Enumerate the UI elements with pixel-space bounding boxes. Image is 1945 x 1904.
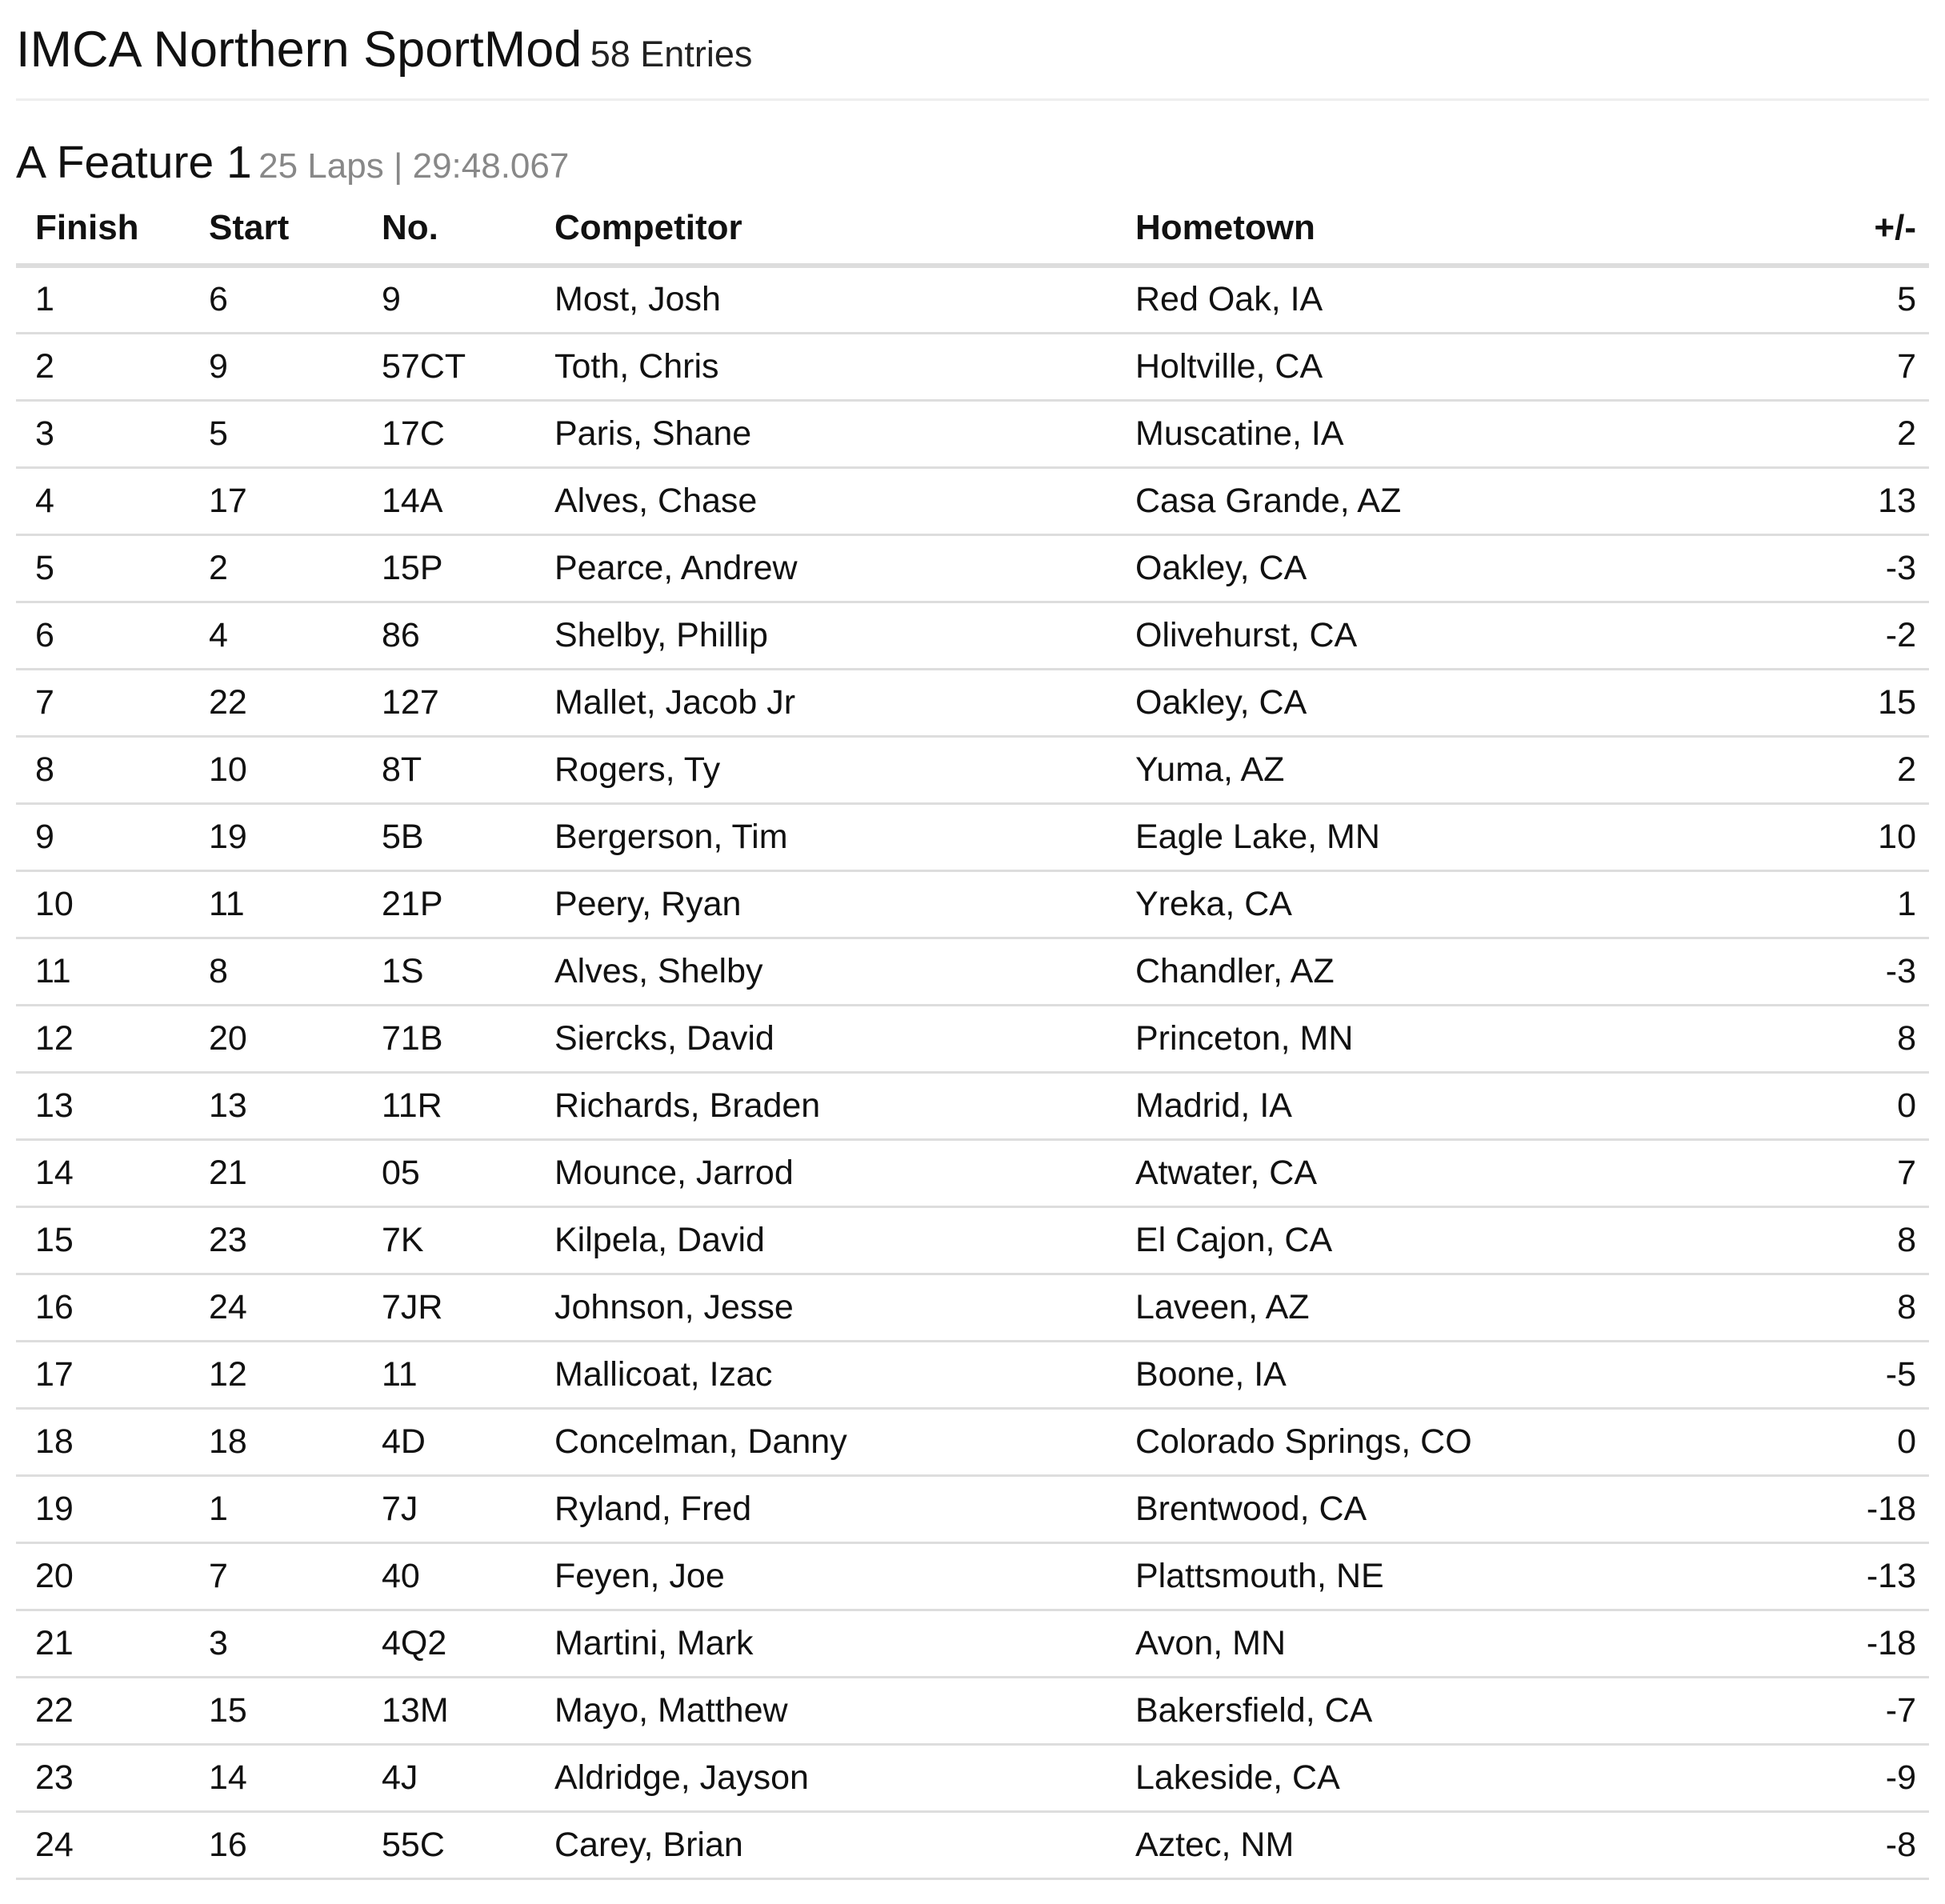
cell-finish: 24 bbox=[16, 1811, 190, 1878]
cell-start: 23 bbox=[190, 1206, 362, 1274]
cell-finish: 1 bbox=[16, 266, 190, 333]
cell-start: 1 bbox=[190, 1475, 362, 1542]
cell-start: 14 bbox=[190, 1744, 362, 1811]
cell-competitor: Toth, Chris bbox=[535, 333, 1116, 400]
cell-number: 57CT bbox=[362, 333, 535, 400]
cell-competitor: Mayo, Matthew bbox=[535, 1677, 1116, 1744]
table-row bbox=[16, 467, 1929, 534]
cell-diff: -9 bbox=[1676, 1744, 1929, 1811]
table-header-row bbox=[16, 192, 1929, 266]
table-row bbox=[16, 1744, 1929, 1811]
cell-diff: 0 bbox=[1676, 1408, 1929, 1475]
class-header bbox=[16, 0, 1929, 101]
table-row bbox=[16, 803, 1929, 870]
cell-start: 2 bbox=[190, 534, 362, 602]
cell-start: 16 bbox=[190, 1811, 362, 1878]
cell-finish: 12 bbox=[16, 1005, 190, 1072]
cell-diff: 8 bbox=[1676, 1274, 1929, 1341]
cell-finish: 14 bbox=[16, 1139, 190, 1206]
cell-competitor: Feyen, Joe bbox=[535, 1542, 1116, 1610]
class-title: IMCA Northern SportMod bbox=[16, 22, 582, 78]
cell-diff: -7 bbox=[1676, 1677, 1929, 1744]
cell-start: 19 bbox=[190, 803, 362, 870]
cell-hometown: Bakersfield, CA bbox=[1116, 1677, 1676, 1744]
cell-number: 17C bbox=[362, 400, 535, 467]
cell-start: 18 bbox=[190, 1408, 362, 1475]
cell-finish: 15 bbox=[16, 1206, 190, 1274]
table-row bbox=[16, 669, 1929, 736]
cell-number: 7JR bbox=[362, 1274, 535, 1341]
table-row bbox=[16, 1005, 1929, 1072]
cell-start: 13 bbox=[190, 1072, 362, 1139]
cell-hometown: Madrid, IA bbox=[1116, 1072, 1676, 1139]
cell-finish: 20 bbox=[16, 1542, 190, 1610]
cell-competitor: Kilpela, David bbox=[535, 1206, 1116, 1274]
cell-start: 3 bbox=[190, 1610, 362, 1677]
cell-number: 8T bbox=[362, 736, 535, 803]
cell-number: 11 bbox=[362, 1341, 535, 1408]
table-row bbox=[16, 736, 1929, 803]
cell-diff: 7 bbox=[1676, 333, 1929, 400]
cell-diff: 1 bbox=[1676, 870, 1929, 938]
cell-competitor: Mallicoat, Izac bbox=[535, 1341, 1116, 1408]
table-row bbox=[16, 1072, 1929, 1139]
cell-diff: 8 bbox=[1676, 1206, 1929, 1274]
cell-diff: 10 bbox=[1676, 803, 1929, 870]
cell-hometown: Chandler, AZ bbox=[1116, 938, 1676, 1005]
cell-start: 20 bbox=[190, 1005, 362, 1072]
cell-number: 7J bbox=[362, 1475, 535, 1542]
cell-finish: 11 bbox=[16, 938, 190, 1005]
cell-hometown: Olivehurst, CA bbox=[1116, 602, 1676, 669]
cell-hometown: Red Oak, IA bbox=[1116, 266, 1676, 333]
table-row bbox=[16, 938, 1929, 1005]
table-row bbox=[16, 1341, 1929, 1408]
cell-diff: 8 bbox=[1676, 1005, 1929, 1072]
cell-hometown: Plattsmouth, NE bbox=[1116, 1542, 1676, 1610]
cell-diff: -18 bbox=[1676, 1610, 1929, 1677]
table-row bbox=[16, 1408, 1929, 1475]
cell-finish: 13 bbox=[16, 1072, 190, 1139]
header-number: No. bbox=[362, 192, 535, 266]
table-row bbox=[16, 1274, 1929, 1341]
cell-start: 7 bbox=[190, 1542, 362, 1610]
cell-number: 21P bbox=[362, 870, 535, 938]
cell-finish: 23 bbox=[16, 1744, 190, 1811]
cell-hometown: Oakley, CA bbox=[1116, 534, 1676, 602]
cell-number: 4D bbox=[362, 1408, 535, 1475]
cell-start: 5 bbox=[190, 400, 362, 467]
cell-competitor: Siercks, David bbox=[535, 1005, 1116, 1072]
cell-hometown: Oakley, CA bbox=[1116, 669, 1676, 736]
cell-competitor: Peery, Ryan bbox=[535, 870, 1116, 938]
table-row bbox=[16, 1206, 1929, 1274]
cell-diff: 0 bbox=[1676, 1072, 1929, 1139]
table-row bbox=[16, 400, 1929, 467]
cell-finish: 5 bbox=[16, 534, 190, 602]
cell-hometown: Casa Grande, AZ bbox=[1116, 467, 1676, 534]
cell-finish: 21 bbox=[16, 1610, 190, 1677]
cell-start: 9 bbox=[190, 333, 362, 400]
cell-diff: -5 bbox=[1676, 1341, 1929, 1408]
cell-competitor: Carey, Brian bbox=[535, 1811, 1116, 1878]
results-body bbox=[16, 266, 1929, 1878]
cell-diff: -2 bbox=[1676, 602, 1929, 669]
cell-finish: 8 bbox=[16, 736, 190, 803]
cell-finish: 16 bbox=[16, 1274, 190, 1341]
cell-competitor: Concelman, Danny bbox=[535, 1408, 1116, 1475]
cell-finish: 22 bbox=[16, 1677, 190, 1744]
cell-number: 86 bbox=[362, 602, 535, 669]
cell-competitor: Ryland, Fred bbox=[535, 1475, 1116, 1542]
results-page bbox=[16, 0, 1929, 1880]
cell-diff: 2 bbox=[1676, 400, 1929, 467]
cell-diff: 15 bbox=[1676, 669, 1929, 736]
cell-competitor: Alves, Chase bbox=[535, 467, 1116, 534]
table-row bbox=[16, 1139, 1929, 1206]
cell-number: 127 bbox=[362, 669, 535, 736]
cell-hometown: Lakeside, CA bbox=[1116, 1744, 1676, 1811]
cell-competitor: Paris, Shane bbox=[535, 400, 1116, 467]
cell-number: 7K bbox=[362, 1206, 535, 1274]
cell-competitor: Aldridge, Jayson bbox=[535, 1744, 1116, 1811]
cell-start: 8 bbox=[190, 938, 362, 1005]
cell-hometown: Muscatine, IA bbox=[1116, 400, 1676, 467]
cell-number: 13M bbox=[362, 1677, 535, 1744]
cell-diff: -8 bbox=[1676, 1811, 1929, 1878]
table-row bbox=[16, 534, 1929, 602]
cell-diff: 5 bbox=[1676, 266, 1929, 333]
cell-start: 12 bbox=[190, 1341, 362, 1408]
cell-number: 5B bbox=[362, 803, 535, 870]
cell-finish: 17 bbox=[16, 1341, 190, 1408]
cell-competitor: Mounce, Jarrod bbox=[535, 1139, 1116, 1206]
cell-start: 10 bbox=[190, 736, 362, 803]
cell-hometown: Atwater, CA bbox=[1116, 1139, 1676, 1206]
cell-start: 15 bbox=[190, 1677, 362, 1744]
cell-competitor: Most, Josh bbox=[535, 266, 1116, 333]
cell-diff: 13 bbox=[1676, 467, 1929, 534]
cell-number: 15P bbox=[362, 534, 535, 602]
cell-competitor: Pearce, Andrew bbox=[535, 534, 1116, 602]
cell-hometown: Brentwood, CA bbox=[1116, 1475, 1676, 1542]
entries-count: 58 Entries bbox=[590, 34, 753, 74]
table-row bbox=[16, 1610, 1929, 1677]
cell-number: 4Q2 bbox=[362, 1610, 535, 1677]
race-title: A Feature 1 bbox=[16, 137, 252, 188]
cell-start: 24 bbox=[190, 1274, 362, 1341]
cell-diff: 7 bbox=[1676, 1139, 1929, 1206]
header-finish: Finish bbox=[16, 192, 190, 266]
cell-finish: 9 bbox=[16, 803, 190, 870]
cell-number: 9 bbox=[362, 266, 535, 333]
cell-finish: 6 bbox=[16, 602, 190, 669]
cell-competitor: Johnson, Jesse bbox=[535, 1274, 1116, 1341]
cell-diff: -3 bbox=[1676, 534, 1929, 602]
cell-diff: -18 bbox=[1676, 1475, 1929, 1542]
table-row bbox=[16, 1677, 1929, 1744]
cell-hometown: Aztec, NM bbox=[1116, 1811, 1676, 1878]
cell-number: 4J bbox=[362, 1744, 535, 1811]
cell-finish: 19 bbox=[16, 1475, 190, 1542]
table-row bbox=[16, 266, 1929, 333]
cell-number: 14A bbox=[362, 467, 535, 534]
cell-hometown: El Cajon, CA bbox=[1116, 1206, 1676, 1274]
header-start: Start bbox=[190, 192, 362, 266]
cell-number: 05 bbox=[362, 1139, 535, 1206]
cell-competitor: Richards, Braden bbox=[535, 1072, 1116, 1139]
cell-competitor: Alves, Shelby bbox=[535, 938, 1116, 1005]
cell-number: 40 bbox=[362, 1542, 535, 1610]
cell-diff: -3 bbox=[1676, 938, 1929, 1005]
cell-competitor: Bergerson, Tim bbox=[535, 803, 1116, 870]
cell-finish: 18 bbox=[16, 1408, 190, 1475]
results-table bbox=[16, 192, 1929, 1880]
cell-hometown: Avon, MN bbox=[1116, 1610, 1676, 1677]
cell-competitor: Mallet, Jacob Jr bbox=[535, 669, 1116, 736]
cell-hometown: Colorado Springs, CO bbox=[1116, 1408, 1676, 1475]
cell-competitor: Martini, Mark bbox=[535, 1610, 1116, 1677]
cell-hometown: Yuma, AZ bbox=[1116, 736, 1676, 803]
cell-finish: 7 bbox=[16, 669, 190, 736]
table-row bbox=[16, 1475, 1929, 1542]
table-row bbox=[16, 602, 1929, 669]
cell-finish: 10 bbox=[16, 870, 190, 938]
table-row bbox=[16, 870, 1929, 938]
cell-competitor: Rogers, Ty bbox=[535, 736, 1116, 803]
header-competitor: Competitor bbox=[535, 192, 1116, 266]
table-row bbox=[16, 1811, 1929, 1878]
cell-hometown: Eagle Lake, MN bbox=[1116, 803, 1676, 870]
header-diff: +/- bbox=[1676, 192, 1929, 266]
cell-start: 22 bbox=[190, 669, 362, 736]
cell-start: 4 bbox=[190, 602, 362, 669]
cell-hometown: Princeton, MN bbox=[1116, 1005, 1676, 1072]
race-header bbox=[16, 136, 1929, 186]
table-row bbox=[16, 1542, 1929, 1610]
race-meta: 25 Laps | 29:48.067 bbox=[258, 146, 570, 186]
cell-start: 21 bbox=[190, 1139, 362, 1206]
cell-diff: 2 bbox=[1676, 736, 1929, 803]
cell-hometown: Yreka, CA bbox=[1116, 870, 1676, 938]
header-hometown: Hometown bbox=[1116, 192, 1676, 266]
cell-hometown: Laveen, AZ bbox=[1116, 1274, 1676, 1341]
cell-finish: 3 bbox=[16, 400, 190, 467]
cell-finish: 4 bbox=[16, 467, 190, 534]
cell-hometown: Holtville, CA bbox=[1116, 333, 1676, 400]
cell-start: 6 bbox=[190, 266, 362, 333]
cell-number: 1S bbox=[362, 938, 535, 1005]
cell-start: 11 bbox=[190, 870, 362, 938]
cell-number: 11R bbox=[362, 1072, 535, 1139]
cell-number: 71B bbox=[362, 1005, 535, 1072]
cell-finish: 2 bbox=[16, 333, 190, 400]
cell-competitor: Shelby, Phillip bbox=[535, 602, 1116, 669]
cell-number: 55C bbox=[362, 1811, 535, 1878]
cell-diff: -13 bbox=[1676, 1542, 1929, 1610]
cell-start: 17 bbox=[190, 467, 362, 534]
table-row bbox=[16, 333, 1929, 400]
cell-hometown: Boone, IA bbox=[1116, 1341, 1676, 1408]
